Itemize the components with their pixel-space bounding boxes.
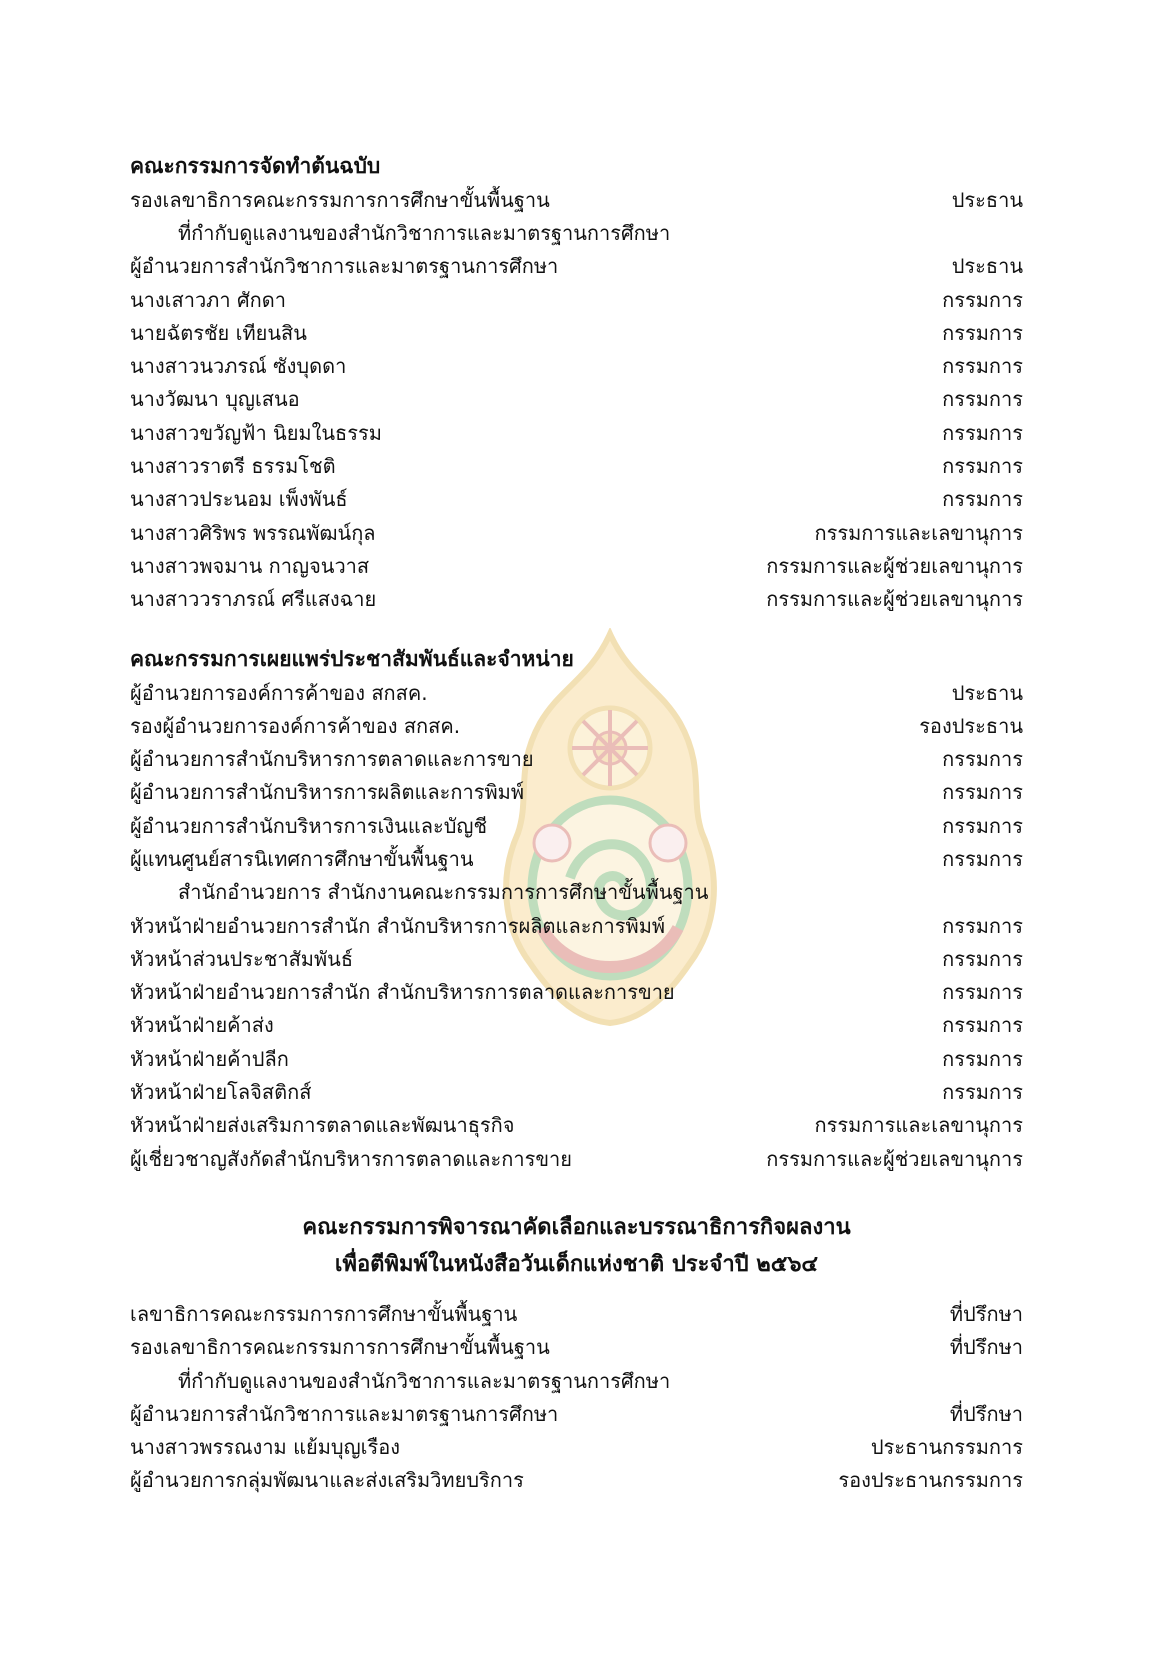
member-role: กรรมการ <box>942 780 1023 805</box>
list-item <box>130 776 1023 809</box>
section-subtitle-selection-committee: เพื่อตีพิมพ์ในหนังสือวันเด็กแห่งชาติ ประจำปี ๒๕๖๔ <box>334 1252 819 1278</box>
drafting-committee-list <box>130 183 1023 616</box>
list-item <box>130 1142 1023 1175</box>
member-name: นายฉัตรชัย เทียนสิน <box>130 320 307 345</box>
list-item <box>130 676 1023 709</box>
member-name: นางสาวพรรณงาม แย้มบุญเรือง <box>130 1435 400 1460</box>
section-title-drafting-committee: คณะกรรมการจัดทำต้นฉบับ <box>130 154 381 178</box>
member-role: กรรมการ <box>942 454 1023 479</box>
member-role: ที่ปรึกษา <box>949 1335 1023 1360</box>
member-role: กรรมการ <box>942 846 1023 871</box>
member-name: สำนักอำนวยการ สำนักงานคณะกรรมการการศึกษาขั้นพื้นฐาน <box>178 880 709 905</box>
member-role: กรรมการ <box>942 320 1023 345</box>
member-role: กรรมการ <box>942 1013 1023 1038</box>
member-role: กรรมการและเลขานุการ <box>814 1113 1023 1138</box>
member-role: กรรมการ <box>942 420 1023 445</box>
member-name: หัวหน้าฝ่ายค้าส่ง <box>130 1013 274 1038</box>
member-name: นางสาวศิริพร พรรณพัฒน์กุล <box>130 520 376 545</box>
member-role: กรรมการ <box>942 980 1023 1005</box>
list-item <box>130 809 1023 842</box>
member-role: กรรมการ <box>942 946 1023 971</box>
list-item <box>130 842 1023 875</box>
list-item <box>130 1397 1023 1430</box>
member-role: ประธานกรรมการ <box>870 1435 1023 1460</box>
member-role: กรรมการ <box>942 913 1023 938</box>
list-item <box>130 583 1023 616</box>
member-name: นางสาวนวภรณ์ ซังบุดดา <box>130 354 347 379</box>
list-item <box>130 1297 1023 1330</box>
member-name: นางสาวราตรี ธรรมโชติ <box>130 454 336 479</box>
list-item <box>130 283 1023 316</box>
list-item <box>130 416 1023 449</box>
list-item <box>130 976 1023 1009</box>
member-name: ผู้อำนวยการสำนักบริหารการเงินและบัญชี <box>130 813 488 838</box>
member-role: กรรมการ <box>942 747 1023 772</box>
member-name: นางสาววราภรณ์ ศรีแสงฉาย <box>130 587 377 612</box>
selection-committee-list <box>130 1297 1023 1497</box>
publicity-committee-list <box>130 676 1023 1175</box>
list-item <box>130 549 1023 582</box>
member-role: กรรมการและผู้ช่วยเลขานุการ <box>766 553 1023 578</box>
member-name: หัวหน้าส่วนประชาสัมพันธ์ <box>130 946 354 971</box>
list-item <box>130 1431 1023 1464</box>
member-role: กรรมการ <box>942 287 1023 312</box>
member-role: รองประธาน <box>919 713 1023 738</box>
list-item <box>130 709 1023 742</box>
list-item <box>130 516 1023 549</box>
member-name: หัวหน้าฝ่ายโลจิสติกส์ <box>130 1080 312 1105</box>
member-name: รองเลขาธิการคณะกรรมการการศึกษาขั้นพื้นฐาน <box>130 1335 550 1360</box>
section-title-publicity-committee: คณะกรรมการเผยแพร่ประชาสัมพันธ์และจำหน่าย <box>130 646 574 671</box>
member-name: หัวหน้าฝ่ายอำนวยการสำนัก สำนักบริหารการผลิตและการพิมพ์ <box>130 913 666 938</box>
list-item <box>130 942 1023 975</box>
member-role: กรรมการและเลขานุการ <box>814 520 1023 545</box>
list-item <box>130 1075 1023 1108</box>
member-name: หัวหน้าฝ่ายค้าปลีก <box>130 1046 289 1071</box>
member-role: ประธาน <box>951 254 1023 279</box>
member-role: รองประธานกรรมการ <box>838 1468 1023 1493</box>
list-item <box>130 1109 1023 1142</box>
list-item <box>130 316 1023 349</box>
list-item <box>130 1042 1023 1075</box>
list-item <box>130 909 1023 942</box>
member-name: นางสาวขวัญฟ้า นิยมในธรรม <box>130 420 382 445</box>
member-role: กรรมการ <box>942 487 1023 512</box>
list-item <box>130 1331 1023 1364</box>
member-name: หัวหน้าฝ่ายอำนวยการสำนัก สำนักบริหารการตลาดและการขาย <box>130 980 675 1005</box>
list-item <box>130 250 1023 283</box>
member-role: กรรมการและผู้ช่วยเลขานุการ <box>766 587 1023 612</box>
member-role: ประธาน <box>951 680 1023 705</box>
member-name: ที่กำกับดูแลงานของสำนักวิชาการและมาตรฐานการศึกษา <box>178 1368 671 1393</box>
member-name: ผู้อำนวยการสำนักวิชาการและมาตรฐานการศึกษา <box>130 1401 559 1426</box>
member-role: กรรมการ <box>942 813 1023 838</box>
member-name: ผู้อำนวยการองค์การค้าของ สกสค. <box>130 680 428 705</box>
list-item <box>130 742 1023 775</box>
member-name: รองเลขาธิการคณะกรรมการการศึกษาขั้นพื้นฐาน <box>130 187 550 212</box>
member-name: ผู้อำนวยการกลุ่มพัฒนาและส่งเสริมวิทยบริการ <box>130 1468 524 1493</box>
member-name: เลขาธิการคณะกรรมการการศึกษาขั้นพื้นฐาน <box>130 1301 518 1326</box>
member-name: ผู้เชี่ยวชาญสังกัดสำนักบริหารการตลาดและการขาย <box>130 1146 572 1171</box>
member-name: นางสาวพจมาน กาญจนวาส <box>130 553 370 578</box>
member-role: ที่ปรึกษา <box>949 1301 1023 1326</box>
member-name: ผู้อำนวยการสำนักวิชาการและมาตรฐานการศึกษา <box>130 254 559 279</box>
list-item <box>130 1464 1023 1497</box>
member-role: กรรมการ <box>942 1080 1023 1105</box>
member-name: นางสาวประนอม เพ็งพันธ์ <box>130 487 348 512</box>
member-role: กรรมการ <box>942 387 1023 412</box>
member-role: กรรมการ <box>942 354 1023 379</box>
document-body <box>130 150 1023 1497</box>
member-name: รองผู้อำนวยการองค์การค้าของ สกสค. <box>130 713 461 738</box>
member-name: ที่กำกับดูแลงานของสำนักวิชาการและมาตรฐานการศึกษา <box>178 220 671 245</box>
member-role: ประธาน <box>951 187 1023 212</box>
member-role: กรรมการและผู้ช่วยเลขานุการ <box>766 1146 1023 1171</box>
member-role: ที่ปรึกษา <box>949 1401 1023 1426</box>
list-item <box>130 449 1023 482</box>
member-name: ผู้แทนศูนย์สารนิเทศการศึกษาขั้นพื้นฐาน <box>130 846 474 871</box>
member-name: ผู้อำนวยการสำนักบริหารการตลาดและการขาย <box>130 747 534 772</box>
list-item <box>130 1364 1023 1397</box>
section-title-selection-committee: คณะกรรมการพิจารณาคัดเลือกและบรรณาธิการกิจผลงาน <box>302 1215 851 1241</box>
list-item <box>130 483 1023 516</box>
list-item <box>130 183 1023 216</box>
member-name: ผู้อำนวยการสำนักบริหารการผลิตและการพิมพ์ <box>130 780 525 805</box>
list-item <box>130 383 1023 416</box>
member-role: กรรมการ <box>942 1046 1023 1071</box>
list-item <box>130 349 1023 382</box>
list-item <box>130 876 1023 909</box>
list-item <box>130 216 1023 249</box>
member-name: นางเสาวภา ศักดา <box>130 287 286 312</box>
member-name: นางวัฒนา บุญเสนอ <box>130 387 300 412</box>
member-name: หัวหน้าฝ่ายส่งเสริมการตลาดและพัฒนาธุรกิจ <box>130 1113 515 1138</box>
list-item <box>130 1009 1023 1042</box>
